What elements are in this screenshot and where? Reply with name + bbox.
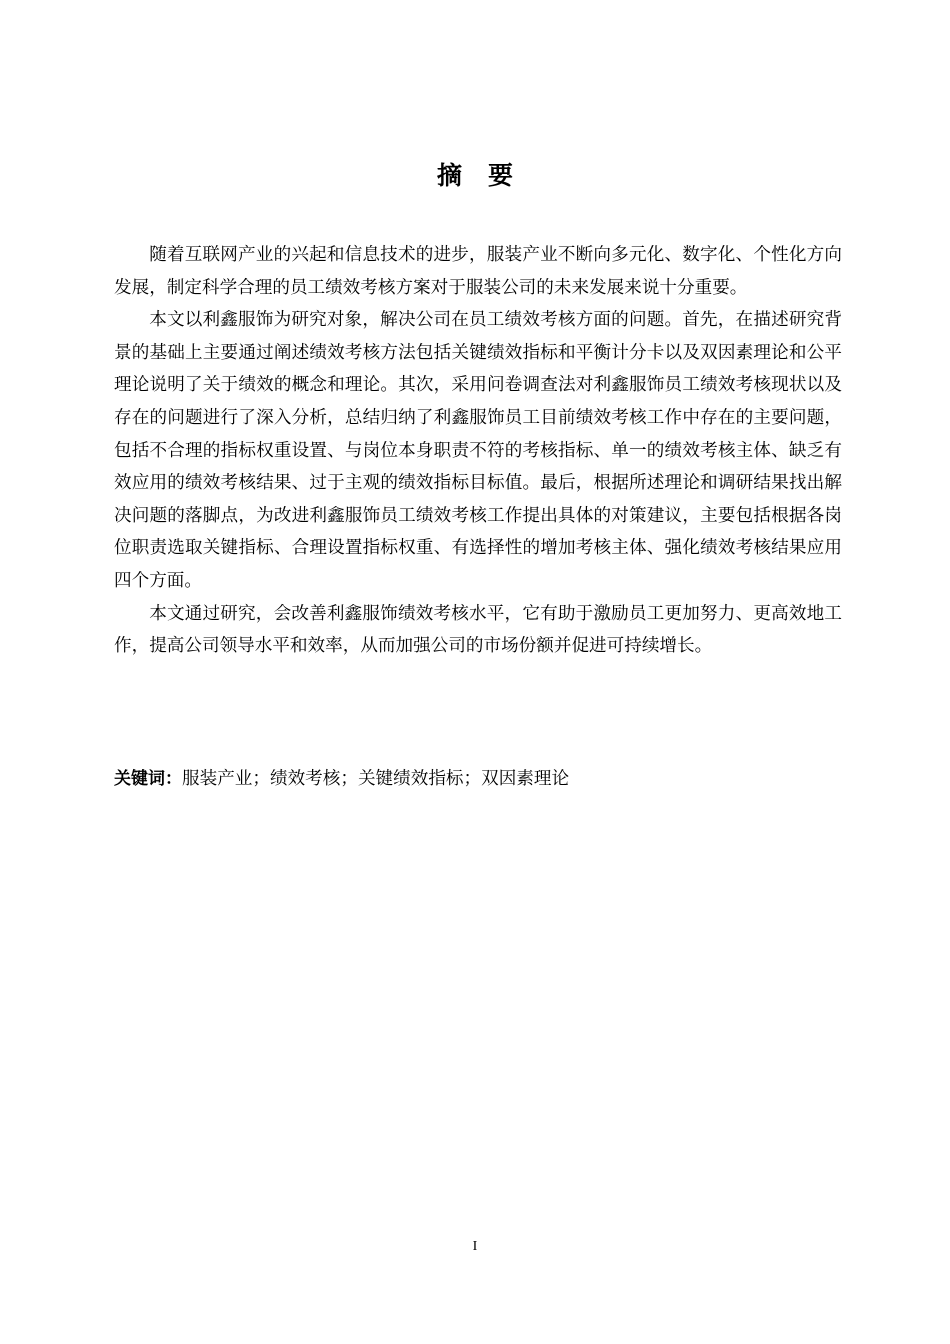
abstract-title: 摘要 [436,161,539,190]
abstract-paragraph-2: 本文以利鑫服饰为研究对象，解决公司在员工绩效考核方面的问题。首先，在描述研究背景的基础上主要通过阐述绩效考核方法包括关键绩效指标和平衡计分卡以及双因素理论和公平理论说明了关于绩效的概念和理论。其次，采用问卷调查法对利鑫服饰员工绩效考核现状以及存在的问题进行了深入分析，总结归纳了利鑫服饰员工目前绩效考核工作中存在的主要问题，包括不合理的指标权重设置、与岗位本身职责不符的考核指标、单一的绩效考核主体、缺乏有效应用的绩效考核结果、过于主观的绩效指标目标值。最后，根据所述理论和调研结果找出解决问题的落脚点，为改进利鑫服饰员工绩效考核工作提出具体的对策建议，主要包括根据各岗位职责选取关键指标、合理设置指标权重、有选择性的增加考核主体、强化绩效考核结果应用四个方面。 [114,310,842,591]
abstract-paragraph-3: 本文通过研究，会改善利鑫服饰绩效考核水平，它有助于激励员工更加努力、更高效地工作，提高公司领导水平和效率，从而加强公司的市场份额并促进可持续增长。 [114,603,842,657]
keywords-text: 服装产业；绩效考核；关键绩效指标；双因素理论 [182,769,570,789]
abstract-body [114,239,842,663]
page-number: I [472,1239,478,1254]
abstract-paragraph-1: 随着互联网产业的兴起和信息技术的进步，服装产业不断向多元化、数字化、个性化方向发展，制定科学合理的员工绩效考核方案对于服装公司的未来发展来说十分重要。 [114,245,842,298]
keywords-line [114,764,842,794]
keywords-label: 关键词： [114,769,182,789]
